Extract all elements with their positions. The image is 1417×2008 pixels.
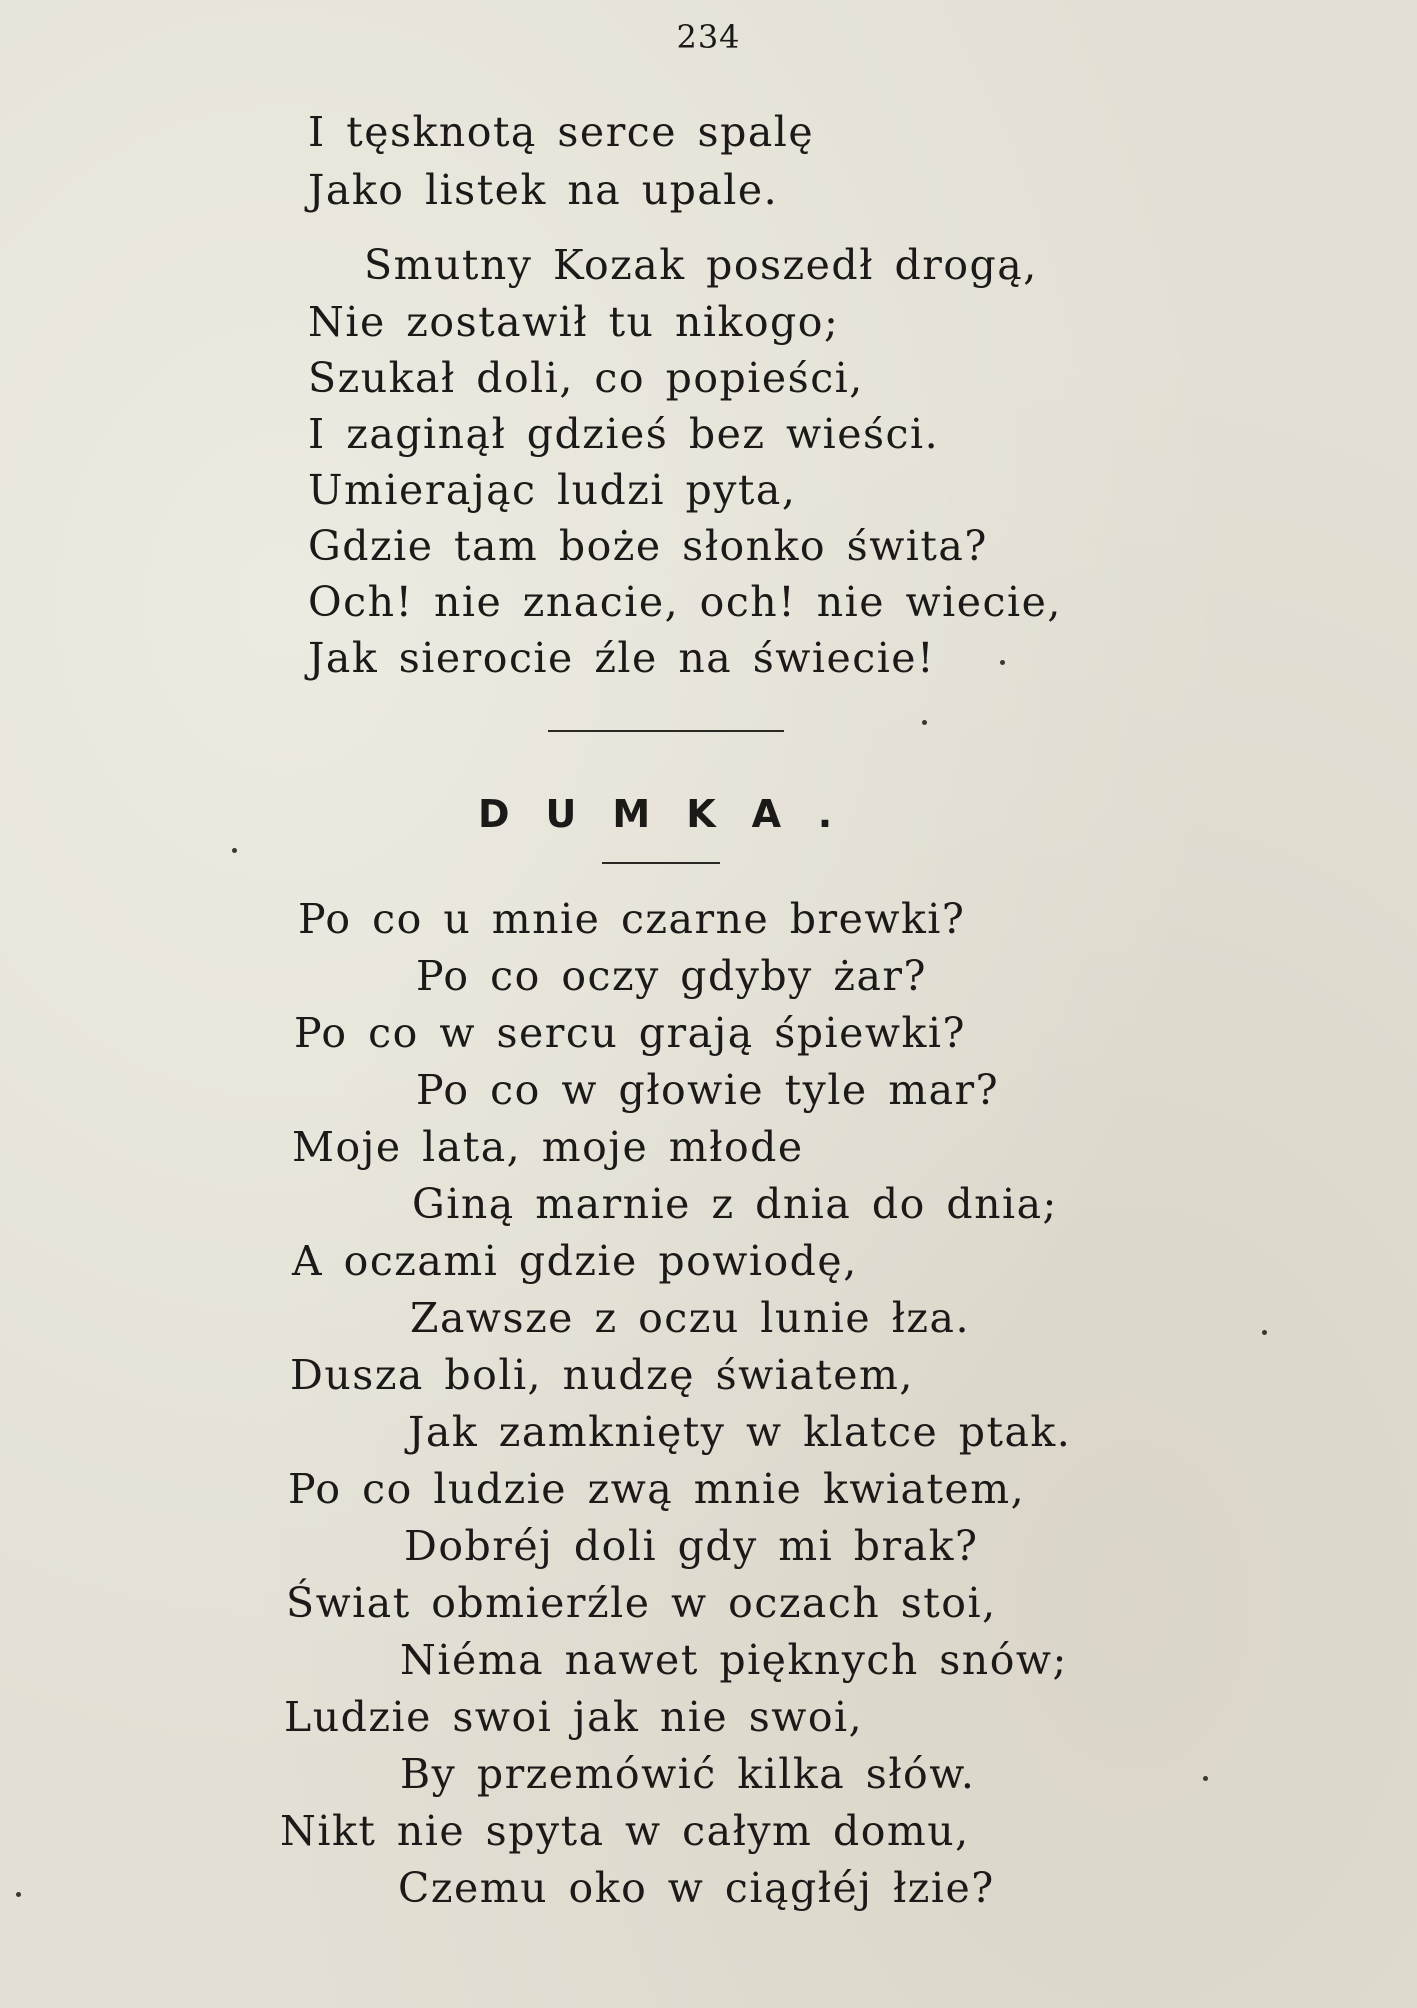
poem-line: Po co w sercu grają śpiewki?: [294, 1009, 966, 1057]
poem-line: Ludzie swoi jak nie swoi,: [284, 1693, 864, 1741]
poem-line: Dusza boli, nudzę światem,: [290, 1351, 914, 1399]
scan-speck: [16, 1892, 21, 1897]
scan-speck: [922, 720, 927, 725]
poem-line: Dobréj doli gdy mi brak?: [404, 1522, 979, 1570]
poem-line: Niéma nawet pięknych snów;: [400, 1636, 1068, 1684]
poem-line: By przemówić kilka słów.: [400, 1750, 976, 1798]
poem-line: Umierając ludzi pyta,: [308, 466, 797, 514]
poem-line: Po co oczy gdyby żar?: [416, 952, 927, 1000]
scan-speck: [232, 848, 237, 853]
poem-line: Giną marnie z dnia do dnia;: [412, 1180, 1058, 1228]
poem-line: Czemu oko w ciągłéj łzie?: [398, 1864, 995, 1912]
poem-line: A oczami gdzie powiodę,: [292, 1237, 858, 1285]
scan-speck: [1000, 660, 1005, 665]
scan-speck: [1262, 1330, 1267, 1335]
section-divider: [548, 730, 784, 732]
poem-line: Jako listek na upale.: [308, 166, 779, 214]
poem-line: Jak sierocie źle na świecie!: [308, 634, 936, 682]
poem-line: Moje lata, moje młode: [292, 1123, 804, 1171]
poem-line: I tęsknotą serce spalę: [308, 108, 815, 156]
poem-line: Och! nie znacie, och! nie wiecie,: [308, 578, 1062, 626]
poem-line: Po co ludzie zwą mnie kwiatem,: [288, 1465, 1026, 1513]
poem-line: Po co u mnie czarne brewki?: [298, 895, 966, 943]
poem-line: Jak zamknięty w klatce ptak.: [408, 1408, 1072, 1456]
section-title: DUMKA.: [478, 792, 869, 836]
page-number: 234: [676, 18, 741, 56]
poem-line: Nikt nie spyta w całym domu,: [280, 1807, 970, 1855]
poem-line: Szukał doli, co popieści,: [308, 354, 864, 402]
poem-line: Po co w głowie tyle mar?: [416, 1066, 1000, 1114]
poem-line: Smutny Kozak poszedł drogą,: [364, 241, 1038, 289]
scan-speck: [1203, 1776, 1208, 1781]
poem-line: Zawsze z oczu lunie łza.: [410, 1294, 970, 1342]
poem-line: Nie zostawił tu nikogo;: [308, 298, 840, 346]
poem-line: Gdzie tam boże słonko świta?: [308, 522, 988, 570]
title-underline: [602, 862, 720, 864]
poem-line: I zaginął gdzieś bez wieści.: [308, 410, 940, 458]
poem-line: Świat obmierźle w oczach stoi,: [286, 1579, 997, 1627]
